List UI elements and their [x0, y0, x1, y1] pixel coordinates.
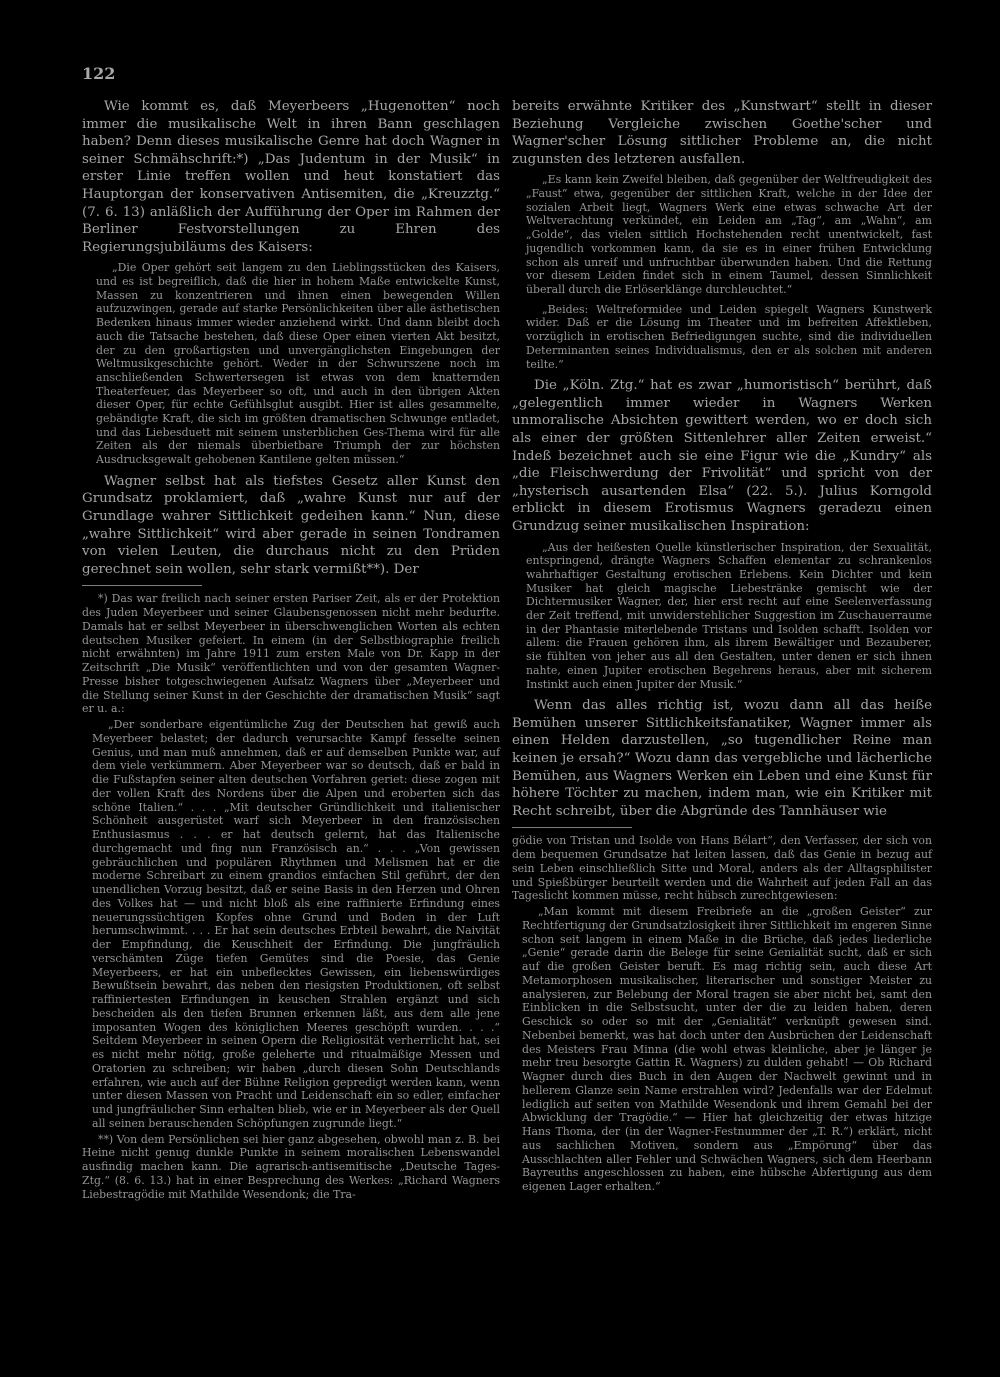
footnote-rule [82, 585, 202, 586]
left-paragraph-1: Wie kommt es, daß Meyerbeers „Hugenotten“ noch immer die musikalische Welt in ihren Bann geschlagen haben? Denn dieses musikalische Genre hat doch Wagner in seiner Schmähschrift:*) „Das Judentum in der Musik“ in erster Linie treffen wollen und heut konstatiert das Hauptorgan der konservativen Antisemiten, die „Kreuzztg.“ (7. 6. 13) anläßlich der Aufführung der Oper im Rahmen der Berliner Festvorstellungen zu Ehren des Regierungsjubiläums des Kaisers: [82, 99, 500, 255]
right-paragraph-1: bereits erwähnte Kritiker des „Kunstwart“ stellt in dieser Beziehung Vergleiche zwischen Goethe'scher und Wagner'scher Lösung sittlicher Probleme an, die nicht zugunsten des letzteren ausfallen. [512, 99, 932, 167]
footnote-2-quote: „Man kommt mit diesem Freibriefe an die „großen Geister“ zur Rechtfertigung der Grundsatzlosigkeit ihrer Sittlichkeit im engeren Sinne schon seit langem in einem Maße in die Brüche, daß jedes liederliche „Genie“ gerade darin die Belege für seine Genialität sucht, daß er sich auf die großen Geister beruft. Es mag richtig sein, auch diese Art Metamorphosen musikalischer, literarischer und sonstiger Meister zu analysieren, zur Belebung der Moral tragen sie aber nicht bei, samt den Einblicken in die Selbstsucht, unter der die zu leiden haben, deren Geschick so oder so mit der „Genialität“ verknüpft gewesen sind. Nebenbei bemerkt, was hat doch unter den Ausbrüchen der Leidenschaft des Meisters Frau Minna (die wohl etwas kleinliche, aber je länger je mehr treu besorgte Gattin R. Wagners) zu dulden gehabt! — Ob Richard Wagner durch dies Buch in den Augen der Nachwelt gewinnt und in hellerem Glanze sein Name erstrahlen wird? Jedenfalls war der Edelmut lediglich auf seiten von Mathilde Wesendonk und ihrem Gemahl bei der Abwicklung der Tragödie.“ — Hier hat gleichzeitig der etwas hitzige Hans Thoma, der (in der Wagner-Festnummer der „T. R.“) erklärt, nicht aus sachlichen Motiven, sondern aus „Empörung“ über das Ausschlachten aller Fehler und Schwächen Wagners, sich dem Heerbann Bayreuths angeschlossen zu haben, eine hübsche Abfertigung aus dem eigenen Lager erhalten.“ [522, 905, 932, 1194]
page-number: 122 [82, 64, 116, 83]
right-paragraph-3: Wenn das alles richtig ist, wozu dann all das heiße Bemühen unserer Sittlichkeitsfanatiker, Wagner immer als einen Helden darzustellen, „so tugendlicher Reine man keinen je ersah?“ Wozu dann das vergebliche und lächerliche Bemühen, aus Wagners Werken ein Leben und eine Kunst für höhere Töchter zu machen, indem man, wie ein Kritiker mit Recht schreibt, über die Abgründe des Tannhäuser wie [512, 698, 932, 819]
left-paragraph-2: Wagner selbst hat als tiefstes Gesetz aller Kunst den Grundsatz proklamiert, daß „wahre Kunst nur auf der Grundlage wahrer Sittlichkeit gedeihen kann.“ Nun, diese „wahre Sittlichkeit“ wird aber gerade in seinen Tondramen von vielen Leuten, die durchaus nicht zu den Prüden gerechnet sein wollen, sehr stark vermißt**). Der [82, 473, 500, 577]
right-quote-kunstwart-2: „Beides: Weltreformidee und Leiden spiegelt Wagners Kunstwerk wider. Daß er die Lösung im Theater und im befreiten Affektleben, vorzüglich in erotischen Befriedigungen suchte, sind die individuellen Determinanten seines Individualismus, den er als solchen mit anderen teilte.“ [526, 302, 932, 371]
footnote-2: **) Von dem Persönlichen sei hier ganz abgesehen, obwohl man z. B. bei Heine nicht genug dunkle Punkte in seinem moralischen Lebenswandel ausfindig machen kann. Die agrarisch-antisemitische „Deutsche Tages-Ztg.“ (8. 6. 13.) hat in einer Besprechung des Werkes: „Richard Wagners Liebestragödie mit Mathilde Wesendonk; die Tra- [82, 1132, 500, 1201]
footnote-1: *) Das war freilich nach seiner ersten Pariser Zeit, als er der Protektion des Juden Meyerbeer und seiner Glaubensgenossen nicht mehr bedurfte. Damals hat er selbst Meyerbeer in überschwenglichen Worten als echten deutschen Musiker gefeiert. In einem (in der Selbstbiographie freilich nicht erwähnten) im Jahre 1911 zum ersten Male von Dr. Kapp in der Zeitschrift „Die Musik“ veröffentlichten und von der gesamten Wagner-Presse bisher totgeschwiegenen Aufsatz Wagners über „Meyerbeer und die Stellung seiner Kunst in der Geschichte der dramatischen Musik“ sagt er u. a.: [82, 592, 500, 716]
right-paragraph-2: Die „Köln. Ztg.“ hat es zwar „humoristisch“ berührt, daß „gelegentlich immer wieder in Wagners Werken unmoralische Absichten gewittert werden, wo er doch sich als einer der größten Sittenlehrer aller Zeiten erweist.“ Indeß bezeichnet auch sie eine Figur wie die „Kundry“ als „die Fleischwerdung der Frivolität“ und spricht von der „hysterisch ausartenden Elsa“ (22. 5.). Julius Korngold erblickt in diesem Erotismus Wagners geradezu einen Grundzug seiner musikalischen Inspiration: [512, 378, 932, 534]
left-quote-kreuzzeitung: „Die Oper gehört seit langem zu den Lieblingsstücken des Kaisers, und es ist begreiflich, daß die hier in hohem Maße entwickelte Kunst, Massen zu konzentrieren und ihnen einen bewegenden Willen aufzuzwingen, gerade auf starke Persönlichkeiten über alle ästhetischen Bedenken hinaus immer wieder anziehend wirkt. Und dann bleibt doch auch die Tatsache bestehen, daß diese Oper einen vierten Akt besitzt, der zu den großartigsten und unvergänglichsten Eingebungen der Weltmusikgeschichte gehört. Weder in der Schwurszene noch im anschließenden Schwertersegen ist etwas von dem knatternden Theaterfeuer, das Meyerbeer so oft, und auch in den übrigen Akten dieser Oper, für echte Gefühlsglut ausgibt. Hier ist alles gesammelte, gebändigte Kraft, die sich im größten dramatischen Schwunge entladet, und das Liebesduett mit seinem unsterblichen Ges-Thema wird für alle Zeiten als der niemals überbietbare Triumph der zur höchsten Ausdrucksgewalt gehobenen Kantilene gelten müssen.“ [96, 261, 500, 467]
footnote-2-continued: gödie von Tristan und Isolde von Hans Bélart“, den Verfasser, der sich von dem bequemen Grundsatze hat leiten lassen, daß das Genie in bezug auf sein Leben einschließlich Sitte und Moral, anders als der Alltagsphilister und Spießbürger beurteilt werden und die Wahrheit auf jeden Fall an das Tageslicht kommen müsse, recht hübsch zurechtgewiesen: [512, 834, 932, 903]
right-quote-kunstwart-1: „Es kann kein Zweifel bleiben, daß gegenüber der Weltfreudigkeit des „Faust“ etwa, gegenüber der sittlichen Kraft, welche in der Idee der sozialen Arbeit liegt, Wagners Werk eine etwas schwache Art der Weltverachtung verkündet, ein Leiden am „Tag“, am „Wahn“, am „Golde“, das vielen sittlich Hochstehenden recht unentwickelt, fast jugendlich vorkommen kann, da sie es in einer frühen Entwicklung schon als unreif und unfruchtbar überwunden haben. Und die Rettung vor diesem Leiden findet sich in einem Taumel, dessen Sinnlichkeit überall durch die Erlöserklänge durchleuchtet.“ [526, 173, 932, 296]
left-column [82, 98, 500, 1201]
right-quote-korngold: „Aus der heißesten Quelle künstlerischer Inspiration, der Sexualität, entspringend, drängte Wagners Schaffen elementar zu schrankenlos wahrhaftiger Gestaltung erotischen Erlebens. Kein Dichter und kein Musiker hat gleich magische Liebestränke gemischt wie der Dichtermusiker Wagner, der, hier erst recht auf eine Seelenverfassung der Zeit treffend, mit unwiderstehlicher Suggestion im Zuschauerraume in der Phantasie miterlebende Tristans und Isolden schafft. Isolden vor allem: die Frauen gehören ihm, als ihrem Bewältiger und Bezauberer, sie fühlten von jeher aus all den Gestalten, unter denen er sich ihnen nahte, einen Jupiter erotischen Begehrens heraus, aber mit sicherem Instinkt auch einen Jupiter der Musik.“ [526, 540, 932, 691]
footnote-1-quote: „Der sonderbare eigentümliche Zug der Deutschen hat gewiß auch Meyerbeer belastet; der dadurch verursachte Kampf fesselte seinen Genius, und man muß annehmen, daß er auf demselben Punkte war, auf dem viele verkümmern. Aber Meyerbeer war so deutsch, daß er bald in die Fußstapfen seiner alten deutschen Vorfahren geriet: diese zogen mit der vollen Kraft des Nordens über die Alpen und eroberten sich das schöne Italien.“ . . . „Mit deutscher Gründlichkeit und italienischer Schönheit ausgerüstet warf sich Meyerbeer in den französischen Enthusiasmus . . . er hat deutsch gelernt, hat das Italienische durchgemacht und fing nun Französisch an.“ . . . „Von gewissen gebräuchlichen und populären Rhythmen und Melismen hat er die moderne Schreibart zu einem grandios einfachen Stil geführt, der den unendlichen Vorzug besitzt, daß er seine Basis in den Herzen und Ohren des Volkes hat — und nicht bloß als eine raffinierte Erfindung eines neuerungssüchtigen Kopfes ohne Grund und Boden in der Luft herumschwimmt. . . . Er hat sein deutsches Erbteil bewahrt, die Naivität der Empfindung, die Keuschheit der Erfindung. Die jungfräulich verschämten Züge tiefen Gemütes sind die Poesie, das Genie Meyerbeers, er hat ein unbeflecktes Gewissen, ein liebenswürdiges Bewußtsein bewahrt, das neben den riesigsten Produktionen, oft selbst raffiniertesten Erfindungen in keuschen Strahlen ergänzt und sich bescheiden als den tiefen Brunnen erkennen läßt, aus dem alle jene imposanten Wogen des königlichen Meeres geschöpft wurden. . . .“ Seitdem Meyerbeer in seinen Opern die Religiosität verherrlicht hat, sei es nicht mehr nötig, große geleherte und ritualmäßige Messen und Oratorien zu schreiben; wir haben „durch diesen Sohn Deutschlands erfahren, wie auch auf der Bühne Religion gepredigt werden kann, wenn unter diesen Massen von Pracht und Leidenschaft ein so edler, einfacher und jungfräulicher Sinn erhalten blieb, wie er in Meyerbeer als der Quell all seinen berauschenden Schöpfungen zugrunde liegt.“ [92, 718, 500, 1130]
right-footnote-rule [512, 827, 632, 828]
right-column [512, 98, 932, 1196]
